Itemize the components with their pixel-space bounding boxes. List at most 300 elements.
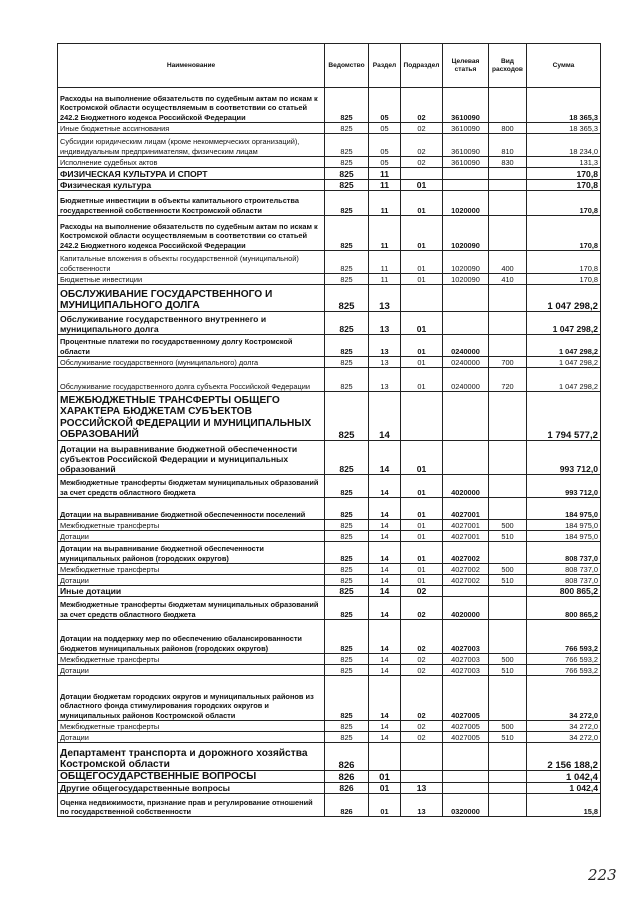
cell-ved: 825 bbox=[325, 564, 369, 575]
cell-vid bbox=[489, 542, 527, 564]
cell-summa: 766 593,2 bbox=[527, 654, 601, 665]
cell-summa: 184 975,0 bbox=[527, 520, 601, 531]
cell-podrazdel bbox=[401, 392, 443, 441]
cell-razdel: 14 bbox=[369, 732, 401, 743]
cell-ved: 825 bbox=[325, 180, 369, 191]
cell-vid bbox=[489, 285, 527, 312]
cell-ved: 825 bbox=[325, 285, 369, 312]
cell-ved: 825 bbox=[325, 542, 369, 564]
table-row bbox=[58, 88, 601, 123]
cell-summa: 170,8 bbox=[527, 168, 601, 180]
cell-vid bbox=[489, 783, 527, 794]
cell-cel bbox=[443, 743, 489, 771]
cell-ved: 826 bbox=[325, 771, 369, 783]
cell-cel: 3610090 bbox=[443, 134, 489, 157]
cell-razdel: 14 bbox=[369, 575, 401, 586]
cell-cel: 4027005 bbox=[443, 721, 489, 732]
cell-podrazdel: 13 bbox=[401, 783, 443, 794]
cell-name: Дотации bbox=[58, 732, 325, 743]
cell-razdel: 05 bbox=[369, 88, 401, 123]
cell-vid: 510 bbox=[489, 732, 527, 743]
cell-name: Оценка недвижимости, признание прав и регулирование отношений по государственной собственности bbox=[58, 794, 325, 817]
cell-razdel: 01 bbox=[369, 771, 401, 783]
cell-razdel: 14 bbox=[369, 520, 401, 531]
cell-ved: 825 bbox=[325, 721, 369, 732]
cell-podrazdel: 01 bbox=[401, 216, 443, 251]
cell-name: Обслуживание государственного внутреннего и муниципального долга bbox=[58, 312, 325, 335]
cell-name: Дотации на выравнивание бюджетной обеспеченности субъектов Российской Федерации и муниципальных образований bbox=[58, 441, 325, 475]
cell-podrazdel: 01 bbox=[401, 191, 443, 216]
table-row bbox=[58, 335, 601, 357]
cell-vid bbox=[489, 441, 527, 475]
cell-razdel: 13 bbox=[369, 312, 401, 335]
cell-vid bbox=[489, 191, 527, 216]
cell-vid bbox=[489, 312, 527, 335]
cell-cel: 0320000 bbox=[443, 794, 489, 817]
cell-cel: 1020090 bbox=[443, 216, 489, 251]
cell-ved: 825 bbox=[325, 157, 369, 168]
cell-ved: 825 bbox=[325, 620, 369, 654]
cell-ved: 825 bbox=[325, 88, 369, 123]
table-row bbox=[58, 794, 601, 817]
cell-vid bbox=[489, 180, 527, 191]
cell-cel: 0240000 bbox=[443, 335, 489, 357]
cell-razdel: 14 bbox=[369, 721, 401, 732]
cell-name: ФИЗИЧЕСКАЯ КУЛЬТУРА И СПОРТ bbox=[58, 168, 325, 180]
cell-summa: 184 975,0 bbox=[527, 498, 601, 520]
table-row bbox=[58, 168, 601, 180]
table-row bbox=[58, 251, 601, 274]
table-row bbox=[58, 180, 601, 191]
cell-ved: 825 bbox=[325, 475, 369, 498]
cell-podrazdel: 01 bbox=[401, 520, 443, 531]
cell-name: Дотации bbox=[58, 531, 325, 542]
cell-podrazdel: 01 bbox=[401, 335, 443, 357]
cell-name: Дотации bbox=[58, 575, 325, 586]
table-row bbox=[58, 743, 601, 771]
cell-summa: 1 047 298,2 bbox=[527, 368, 601, 392]
cell-vid: 500 bbox=[489, 520, 527, 531]
cell-cel bbox=[443, 168, 489, 180]
cell-razdel: 14 bbox=[369, 531, 401, 542]
cell-vid bbox=[489, 216, 527, 251]
cell-ved: 825 bbox=[325, 368, 369, 392]
table-row bbox=[58, 783, 601, 794]
cell-razdel: 14 bbox=[369, 441, 401, 475]
cell-cel: 1020000 bbox=[443, 191, 489, 216]
table-row bbox=[58, 771, 601, 783]
cell-ved: 825 bbox=[325, 216, 369, 251]
cell-podrazdel: 01 bbox=[401, 564, 443, 575]
cell-vid bbox=[489, 475, 527, 498]
cell-ved: 825 bbox=[325, 335, 369, 357]
cell-name: Иные бюджетные ассигнования bbox=[58, 123, 325, 134]
cell-vid: 500 bbox=[489, 721, 527, 732]
cell-ved: 825 bbox=[325, 274, 369, 285]
cell-podrazdel: 01 bbox=[401, 575, 443, 586]
cell-podrazdel: 01 bbox=[401, 357, 443, 368]
cell-podrazdel: 01 bbox=[401, 441, 443, 475]
cell-podrazdel: 02 bbox=[401, 134, 443, 157]
cell-summa: 34 272,0 bbox=[527, 721, 601, 732]
cell-cel: 4020000 bbox=[443, 475, 489, 498]
table-row bbox=[58, 520, 601, 531]
cell-podrazdel: 01 bbox=[401, 542, 443, 564]
cell-ved: 826 bbox=[325, 743, 369, 771]
cell-ved: 825 bbox=[325, 312, 369, 335]
cell-summa: 1 042,4 bbox=[527, 783, 601, 794]
cell-razdel bbox=[369, 743, 401, 771]
cell-podrazdel: 01 bbox=[401, 368, 443, 392]
cell-summa: 18 365,3 bbox=[527, 88, 601, 123]
cell-name: Департамент транспорта и дорожного хозяйства Костромской области bbox=[58, 743, 325, 771]
cell-cel: 3610090 bbox=[443, 88, 489, 123]
cell-podrazdel: 02 bbox=[401, 654, 443, 665]
cell-podrazdel bbox=[401, 168, 443, 180]
cell-cel: 4027002 bbox=[443, 575, 489, 586]
cell-summa: 170,8 bbox=[527, 251, 601, 274]
cell-cel bbox=[443, 441, 489, 475]
cell-summa: 184 975,0 bbox=[527, 531, 601, 542]
cell-summa: 170,8 bbox=[527, 274, 601, 285]
cell-vid bbox=[489, 498, 527, 520]
cell-name: Межбюджетные трансферты bbox=[58, 564, 325, 575]
document-sheet bbox=[57, 43, 600, 817]
cell-name: Бюджетные инвестиции в объекты капитального строительства государственной собственности Костромской области bbox=[58, 191, 325, 216]
cell-razdel: 14 bbox=[369, 498, 401, 520]
cell-cel bbox=[443, 285, 489, 312]
cell-ved: 825 bbox=[325, 676, 369, 721]
cell-podrazdel: 01 bbox=[401, 531, 443, 542]
cell-ved: 825 bbox=[325, 520, 369, 531]
cell-cel: 4027001 bbox=[443, 498, 489, 520]
cell-razdel: 14 bbox=[369, 542, 401, 564]
cell-podrazdel: 13 bbox=[401, 794, 443, 817]
col-header-cel: Целевая статья bbox=[443, 44, 489, 88]
table-row bbox=[58, 676, 601, 721]
table-row bbox=[58, 597, 601, 620]
cell-vid bbox=[489, 676, 527, 721]
table-body bbox=[58, 88, 601, 817]
table-row bbox=[58, 157, 601, 168]
col-header-podrazdel: Подраздел bbox=[401, 44, 443, 88]
cell-summa: 131,3 bbox=[527, 157, 601, 168]
cell-name: Субсидии юридическим лицам (кроме некоммерческих организаций), индивидуальным предпринимателям, физическим лицам bbox=[58, 134, 325, 157]
cell-vid bbox=[489, 392, 527, 441]
cell-podrazdel: 02 bbox=[401, 597, 443, 620]
cell-podrazdel: 02 bbox=[401, 665, 443, 676]
cell-cel: 1020090 bbox=[443, 274, 489, 285]
cell-summa: 1 047 298,2 bbox=[527, 357, 601, 368]
cell-name: Дотации на выравнивание бюджетной обеспеченности муниципальных районов (городских округов) bbox=[58, 542, 325, 564]
cell-vid bbox=[489, 743, 527, 771]
cell-ved: 825 bbox=[325, 441, 369, 475]
cell-name: Межбюджетные трансферты бюджетам муниципальных образований за счет средств областного бюджета bbox=[58, 475, 325, 498]
cell-razdel: 14 bbox=[369, 620, 401, 654]
cell-ved: 825 bbox=[325, 123, 369, 134]
cell-vid: 700 bbox=[489, 357, 527, 368]
cell-summa: 993 712,0 bbox=[527, 441, 601, 475]
cell-razdel: 14 bbox=[369, 665, 401, 676]
cell-razdel: 11 bbox=[369, 216, 401, 251]
cell-razdel: 14 bbox=[369, 586, 401, 597]
cell-cel: 0240000 bbox=[443, 368, 489, 392]
cell-razdel: 13 bbox=[369, 335, 401, 357]
cell-summa: 800 865,2 bbox=[527, 586, 601, 597]
cell-podrazdel bbox=[401, 743, 443, 771]
table-row bbox=[58, 274, 601, 285]
cell-name: Физическая культура bbox=[58, 180, 325, 191]
cell-razdel: 13 bbox=[369, 368, 401, 392]
cell-cel: 4027003 bbox=[443, 620, 489, 654]
cell-podrazdel: 02 bbox=[401, 620, 443, 654]
cell-razdel: 14 bbox=[369, 654, 401, 665]
col-header-vid: Вид расходов bbox=[489, 44, 527, 88]
cell-summa: 170,8 bbox=[527, 216, 601, 251]
cell-vid: 830 bbox=[489, 157, 527, 168]
cell-cel: 4027002 bbox=[443, 564, 489, 575]
cell-ved: 825 bbox=[325, 597, 369, 620]
table-row bbox=[58, 542, 601, 564]
cell-name: Дотации на выравнивание бюджетной обеспеченности поселений bbox=[58, 498, 325, 520]
table-row bbox=[58, 654, 601, 665]
col-header-name: Наименование bbox=[58, 44, 325, 88]
cell-podrazdel: 02 bbox=[401, 676, 443, 721]
cell-razdel: 11 bbox=[369, 168, 401, 180]
cell-summa: 1 047 298,2 bbox=[527, 335, 601, 357]
cell-vid bbox=[489, 620, 527, 654]
cell-summa: 15,8 bbox=[527, 794, 601, 817]
table-row bbox=[58, 564, 601, 575]
cell-summa: 808 737,0 bbox=[527, 564, 601, 575]
table-row bbox=[58, 665, 601, 676]
cell-razdel: 14 bbox=[369, 392, 401, 441]
col-header-razdel: Раздел bbox=[369, 44, 401, 88]
cell-razdel: 05 bbox=[369, 157, 401, 168]
table-row bbox=[58, 134, 601, 157]
cell-name: ОБСЛУЖИВАНИЕ ГОСУДАРСТВЕННОГО И МУНИЦИПАЛЬНОГО ДОЛГА bbox=[58, 285, 325, 312]
cell-summa: 1 042,4 bbox=[527, 771, 601, 783]
cell-razdel: 11 bbox=[369, 180, 401, 191]
cell-podrazdel: 02 bbox=[401, 721, 443, 732]
cell-razdel: 11 bbox=[369, 274, 401, 285]
cell-cel bbox=[443, 783, 489, 794]
cell-cel: 4027003 bbox=[443, 654, 489, 665]
cell-vid bbox=[489, 597, 527, 620]
table-row bbox=[58, 285, 601, 312]
cell-ved: 825 bbox=[325, 134, 369, 157]
cell-razdel: 14 bbox=[369, 564, 401, 575]
cell-summa: 18 234,0 bbox=[527, 134, 601, 157]
cell-podrazdel: 01 bbox=[401, 312, 443, 335]
table-row bbox=[58, 123, 601, 134]
cell-vid bbox=[489, 586, 527, 597]
cell-ved: 825 bbox=[325, 586, 369, 597]
cell-ved: 826 bbox=[325, 783, 369, 794]
table-row bbox=[58, 441, 601, 475]
cell-vid: 810 bbox=[489, 134, 527, 157]
cell-name: Бюджетные инвестиции bbox=[58, 274, 325, 285]
table-row bbox=[58, 721, 601, 732]
cell-razdel: 05 bbox=[369, 123, 401, 134]
cell-cel bbox=[443, 312, 489, 335]
cell-podrazdel: 02 bbox=[401, 123, 443, 134]
cell-vid: 500 bbox=[489, 564, 527, 575]
cell-name: Исполнение судебных актов bbox=[58, 157, 325, 168]
cell-podrazdel bbox=[401, 771, 443, 783]
cell-summa: 800 865,2 bbox=[527, 597, 601, 620]
cell-name: Межбюджетные трансферты bbox=[58, 520, 325, 531]
cell-vid: 500 bbox=[489, 654, 527, 665]
table-row bbox=[58, 575, 601, 586]
cell-vid: 800 bbox=[489, 123, 527, 134]
cell-vid bbox=[489, 771, 527, 783]
cell-name: Дотации бюджетам городских округов и муниципальных районов из областного фонда стимулирования городских округов и муниципальных районов Костромской области bbox=[58, 676, 325, 721]
table-row bbox=[58, 498, 601, 520]
cell-vid: 720 bbox=[489, 368, 527, 392]
cell-cel: 4027005 bbox=[443, 676, 489, 721]
cell-name: Межбюджетные трансферты bbox=[58, 721, 325, 732]
cell-cel: 4027003 bbox=[443, 665, 489, 676]
cell-cel: 1020090 bbox=[443, 251, 489, 274]
cell-cel: 4027001 bbox=[443, 531, 489, 542]
cell-summa: 766 593,2 bbox=[527, 665, 601, 676]
cell-vid bbox=[489, 335, 527, 357]
table-row bbox=[58, 586, 601, 597]
cell-cel: 3610090 bbox=[443, 123, 489, 134]
cell-summa: 2 156 188,2 bbox=[527, 743, 601, 771]
cell-razdel: 13 bbox=[369, 357, 401, 368]
cell-ved: 825 bbox=[325, 392, 369, 441]
cell-podrazdel: 01 bbox=[401, 475, 443, 498]
cell-podrazdel: 02 bbox=[401, 586, 443, 597]
cell-summa: 1 047 298,2 bbox=[527, 285, 601, 312]
cell-razdel: 01 bbox=[369, 794, 401, 817]
cell-name: Межбюджетные трансферты бюджетам муниципальных образований за счет средств областного бюджета bbox=[58, 597, 325, 620]
cell-cel bbox=[443, 586, 489, 597]
cell-cel: 4020000 bbox=[443, 597, 489, 620]
cell-name: Процентные платежи по государственному долгу Костромской области bbox=[58, 335, 325, 357]
cell-ved: 825 bbox=[325, 498, 369, 520]
cell-ved: 825 bbox=[325, 531, 369, 542]
cell-ved: 825 bbox=[325, 357, 369, 368]
cell-summa: 18 365,3 bbox=[527, 123, 601, 134]
cell-vid: 400 bbox=[489, 251, 527, 274]
cell-podrazdel: 02 bbox=[401, 157, 443, 168]
cell-ved: 825 bbox=[325, 575, 369, 586]
cell-razdel: 05 bbox=[369, 134, 401, 157]
cell-cel: 4027001 bbox=[443, 520, 489, 531]
cell-razdel: 13 bbox=[369, 285, 401, 312]
cell-summa: 808 737,0 bbox=[527, 542, 601, 564]
cell-ved: 826 bbox=[325, 794, 369, 817]
cell-razdel: 11 bbox=[369, 251, 401, 274]
cell-ved: 825 bbox=[325, 251, 369, 274]
cell-ved: 825 bbox=[325, 654, 369, 665]
cell-vid bbox=[489, 88, 527, 123]
cell-name: Дотации bbox=[58, 665, 325, 676]
cell-ved: 825 bbox=[325, 732, 369, 743]
table-row bbox=[58, 392, 601, 441]
cell-podrazdel: 01 bbox=[401, 180, 443, 191]
cell-vid: 510 bbox=[489, 531, 527, 542]
table-row bbox=[58, 368, 601, 392]
cell-cel: 0240000 bbox=[443, 357, 489, 368]
cell-summa: 1 794 577,2 bbox=[527, 392, 601, 441]
col-header-ved: Ведомство bbox=[325, 44, 369, 88]
table-row bbox=[58, 531, 601, 542]
cell-razdel: 14 bbox=[369, 597, 401, 620]
table-row bbox=[58, 312, 601, 335]
budget-table bbox=[57, 43, 601, 817]
cell-name: Межбюджетные трансферты bbox=[58, 654, 325, 665]
table-row bbox=[58, 620, 601, 654]
cell-name: Иные дотации bbox=[58, 586, 325, 597]
cell-ved: 825 bbox=[325, 168, 369, 180]
cell-vid: 510 bbox=[489, 665, 527, 676]
cell-vid bbox=[489, 168, 527, 180]
col-header-summa: Сумма bbox=[527, 44, 601, 88]
cell-name: Расходы на выполнение обязательств по судебным актам по искам к Костромской области осуществляемым в соответствии со статьей 242.2 Бюджетного кодекса Российской Федерации bbox=[58, 216, 325, 251]
cell-summa: 808 737,0 bbox=[527, 575, 601, 586]
cell-name: ОБЩЕГОСУДАРСТВЕННЫЕ ВОПРОСЫ bbox=[58, 771, 325, 783]
cell-cel bbox=[443, 771, 489, 783]
cell-summa: 170,8 bbox=[527, 180, 601, 191]
cell-name: Капитальные вложения в объекты государственной (муниципальной) собственности bbox=[58, 251, 325, 274]
cell-podrazdel: 01 bbox=[401, 274, 443, 285]
table-row bbox=[58, 357, 601, 368]
cell-name: Другие общегосударственные вопросы bbox=[58, 783, 325, 794]
cell-vid: 410 bbox=[489, 274, 527, 285]
cell-podrazdel: 01 bbox=[401, 498, 443, 520]
cell-cel bbox=[443, 392, 489, 441]
cell-podrazdel: 02 bbox=[401, 88, 443, 123]
cell-razdel: 14 bbox=[369, 475, 401, 498]
cell-podrazdel: 01 bbox=[401, 251, 443, 274]
cell-cel: 4027002 bbox=[443, 542, 489, 564]
page-number: 223 bbox=[588, 866, 617, 884]
cell-ved: 825 bbox=[325, 665, 369, 676]
cell-summa: 170,8 bbox=[527, 191, 601, 216]
cell-name: Обслуживание государственного (муниципального) долга bbox=[58, 357, 325, 368]
cell-name: Расходы на выполнение обязательств по судебным актам по искам к Костромской области осуществляемым в соответствии со статьей 242.2 Бюджетного кодекса Российской Федерации bbox=[58, 88, 325, 123]
cell-summa: 34 272,0 bbox=[527, 676, 601, 721]
cell-summa: 993 712,0 bbox=[527, 475, 601, 498]
table-row bbox=[58, 732, 601, 743]
cell-razdel: 14 bbox=[369, 676, 401, 721]
cell-vid bbox=[489, 794, 527, 817]
cell-summa: 34 272,0 bbox=[527, 732, 601, 743]
table-header-row bbox=[58, 44, 601, 88]
cell-summa: 1 047 298,2 bbox=[527, 312, 601, 335]
cell-cel bbox=[443, 180, 489, 191]
table-row bbox=[58, 191, 601, 216]
cell-podrazdel: 02 bbox=[401, 732, 443, 743]
cell-name: МЕЖБЮДЖЕТНЫЕ ТРАНСФЕРТЫ ОБЩЕГО ХАРАКТЕРА БЮДЖЕТАМ СУБЪЕКТОВ РОССИЙСКОЙ ФЕДЕРАЦИИ И МУНИЦИПАЛЬНЫХ ОБРАЗОВАНИЙ bbox=[58, 392, 325, 441]
table-row bbox=[58, 475, 601, 498]
cell-vid: 510 bbox=[489, 575, 527, 586]
cell-razdel: 01 bbox=[369, 783, 401, 794]
cell-razdel: 11 bbox=[369, 191, 401, 216]
cell-ved: 825 bbox=[325, 191, 369, 216]
cell-cel: 4027005 bbox=[443, 732, 489, 743]
cell-podrazdel bbox=[401, 285, 443, 312]
cell-name: Дотации на поддержку мер по обеспечению сбалансированности бюджетов муниципальных районов (городских округов) bbox=[58, 620, 325, 654]
table-row bbox=[58, 216, 601, 251]
cell-summa: 766 593,2 bbox=[527, 620, 601, 654]
cell-cel: 3610090 bbox=[443, 157, 489, 168]
cell-name: Обслуживание государственного долга субъекта Российской Федерации bbox=[58, 368, 325, 392]
